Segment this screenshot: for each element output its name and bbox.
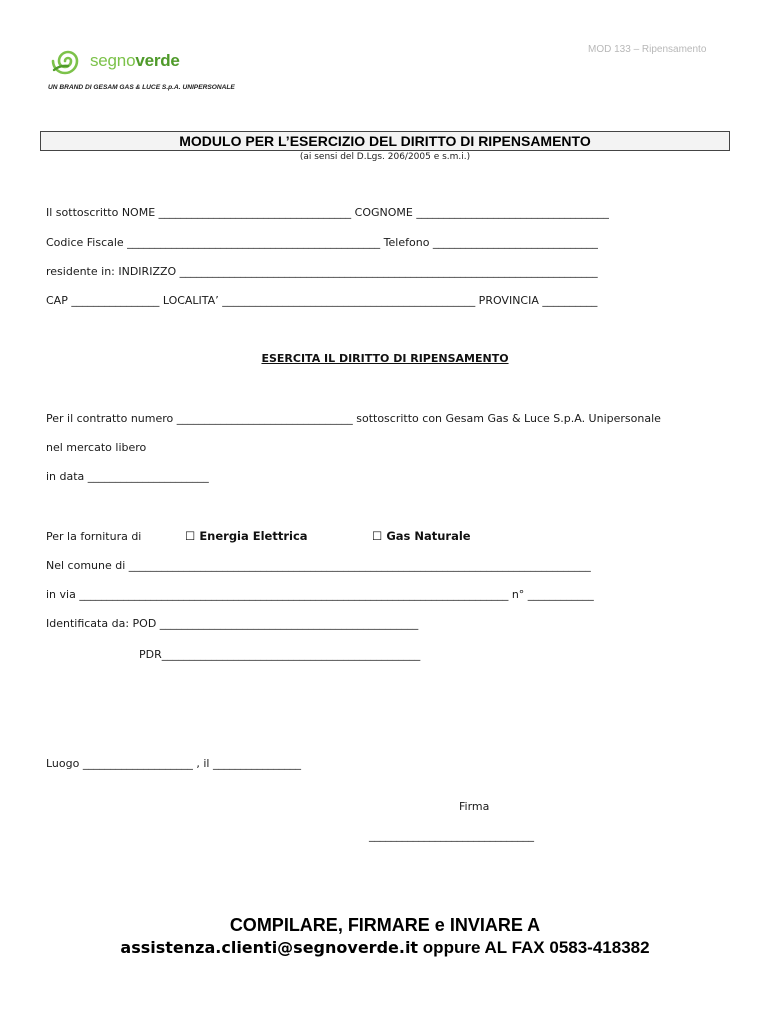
- footer-contact: [0, 938, 770, 958]
- footer-fax: oppure AL FAX 0583-418382: [418, 938, 650, 957]
- cap-locality-province-field[interactable]: CAP ________________ LOCALITA’ ______________________________________________ PROVINCIA __________: [46, 294, 598, 307]
- address-field[interactable]: residente in: INDIRIZZO ____________________________________________________________________________: [46, 265, 598, 278]
- supply-label: Per la fornitura di: [46, 530, 142, 543]
- checkbox-energia-elettrica[interactable]: ☐ Energia Elettrica: [185, 529, 308, 543]
- brand-name: segnoverde: [90, 51, 180, 70]
- place-date-field[interactable]: Luogo ____________________ , il ________________: [46, 757, 301, 770]
- pod-field[interactable]: Identificata da: POD _______________________________________________: [46, 617, 419, 630]
- market-type-text: nel mercato libero: [46, 441, 147, 454]
- form-code: MOD 133 – Ripensamento: [588, 44, 707, 55]
- footer-email-link[interactable]: assistenza.clienti@segnoverde.it: [120, 938, 419, 957]
- document-title: MODULO PER L’ESERCIZIO DEL DIRITTO DI RIPENSAMENTO: [40, 131, 730, 151]
- signature-line[interactable]: ______________________________: [369, 829, 534, 842]
- pdr-field[interactable]: PDR_______________________________________________: [139, 648, 421, 661]
- signature-label: Firma: [459, 800, 490, 813]
- swirl-leaf-logo-icon: [50, 45, 86, 77]
- document-subtitle: (ai sensi del D.Lgs. 206/2005 e s.m.i.): [299, 152, 471, 162]
- contract-date-field[interactable]: in data ______________________: [46, 470, 209, 483]
- brand-logo: [50, 44, 180, 78]
- section-heading: ESERCITA IL DIRITTO DI RIPENSAMENTO: [261, 352, 509, 365]
- brand-tagline: UN BRAND DI GESAM GAS & LUCE S.p.A. UNIPERSONALE: [48, 84, 235, 91]
- municipality-field[interactable]: Nel comune di ____________________________________________________________________________________: [46, 559, 591, 572]
- contract-number-field[interactable]: Per il contratto numero ________________________________ sottoscritto con Gesam Gas & Luce S.p.A. Unipersonale: [46, 412, 661, 425]
- name-surname-field[interactable]: Il sottoscritto NOME ___________________________________ COGNOME ___________________________________: [46, 206, 609, 219]
- checkbox-gas-naturale[interactable]: ☐ Gas Naturale: [372, 529, 471, 543]
- tax-code-phone-field[interactable]: Codice Fiscale ______________________________________________ Telefono ______________________________: [46, 236, 598, 249]
- footer-instruction: COMPILARE, FIRMARE e INVIARE A: [229, 915, 541, 935]
- street-number-field[interactable]: in via ______________________________________________________________________________ n° ____________: [46, 588, 594, 601]
